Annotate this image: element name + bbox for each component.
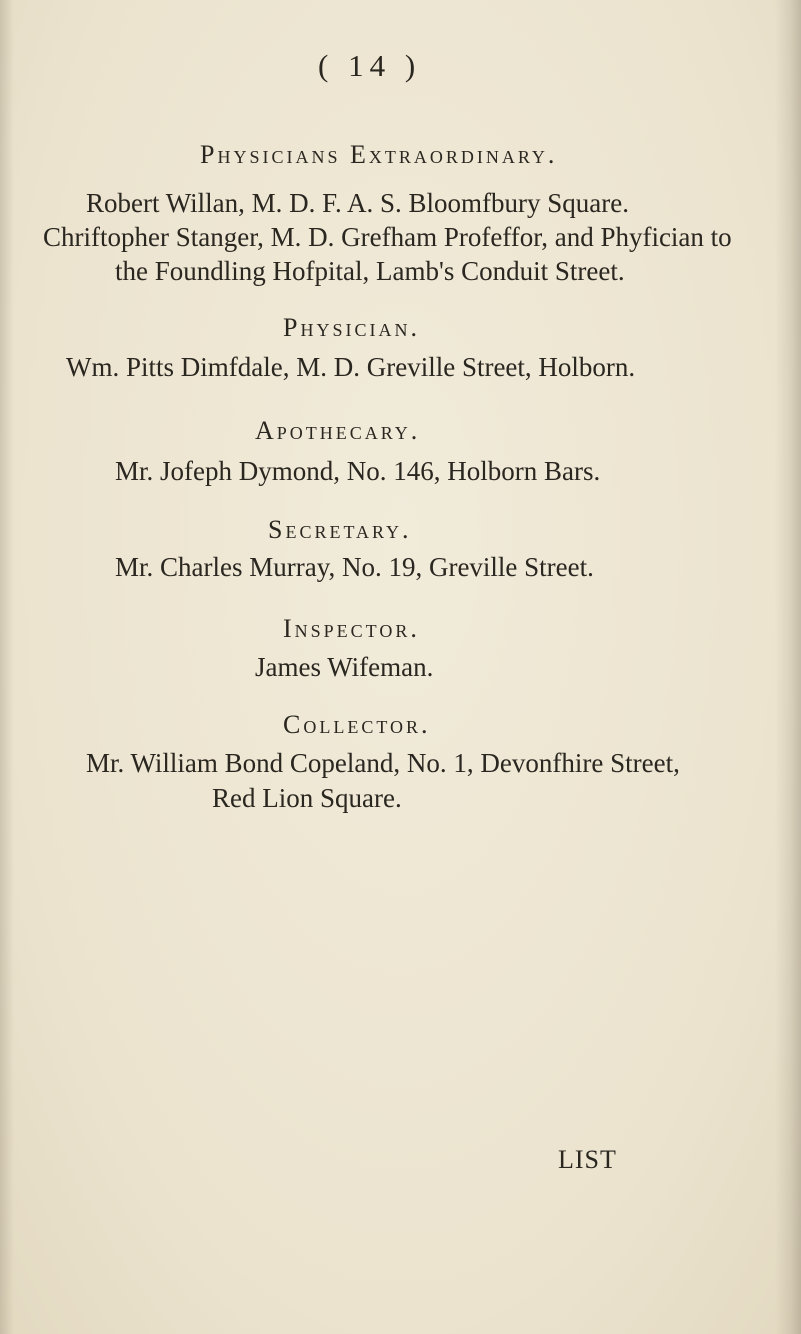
entry-line: Mr. Jofeph Dymond, No. 146, Holborn Bars.	[115, 456, 601, 486]
heading-physicians-extraordinary: Physicians Extraordinary.	[200, 140, 558, 169]
heading-apothecary: Apothecary.	[255, 416, 421, 445]
entry-line: Robert Willan, M. D. F. A. S. Bloomfbury Square.	[86, 188, 629, 218]
entry-line: James Wifeman.	[255, 652, 434, 682]
page-number: ( 14 )	[318, 48, 422, 83]
page-left-shadow	[0, 0, 14, 1334]
entry-line: Red Lion Square.	[212, 783, 402, 813]
entry-line: the Foundling Hofpital, Lamb's Conduit Street.	[115, 256, 625, 286]
page-spine-shadow	[775, 0, 801, 1334]
heading-collector: Collector.	[283, 710, 431, 739]
entry-line: Mr. Charles Murray, No. 19, Greville Street.	[115, 552, 594, 582]
entry-line: Mr. William Bond Copeland, No. 1, Devonfhire Street,	[86, 748, 680, 778]
heading-inspector: Inspector.	[283, 614, 420, 643]
catchword: LIST	[558, 1145, 617, 1174]
heading-physician: Physician.	[283, 313, 420, 342]
heading-secretary: Secretary.	[268, 515, 412, 544]
entry-line: Wm. Pitts Dimfdale, M. D. Greville Street, Holborn.	[66, 352, 636, 382]
entry-line: Chriftopher Stanger, M. D. Grefham Profeffor, and Phyfician to	[43, 222, 732, 252]
